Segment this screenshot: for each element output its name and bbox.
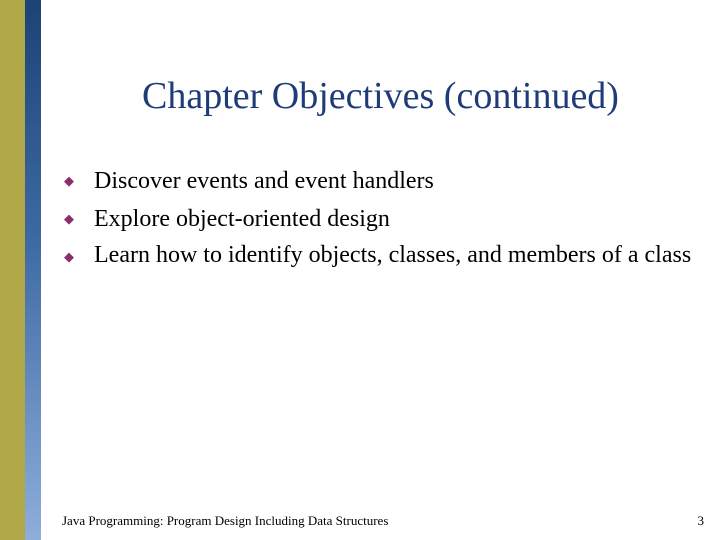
left-accent-bar-olive <box>0 0 25 540</box>
footer-text: Java Programming: Program Design Including Data Structures <box>62 513 389 528</box>
bullet-list <box>62 162 702 272</box>
bullet-item <box>62 200 702 238</box>
bullet-text: Discover events and event handlers <box>94 168 434 194</box>
bullet-item <box>62 238 702 272</box>
page-number: 3 <box>697 513 704 528</box>
left-accent-bar-blue <box>25 0 41 540</box>
diamond-bullet-icon: ◆ <box>64 249 74 264</box>
diamond-bullet-icon: ◆ <box>64 173 74 188</box>
bullet-text: Explore object-oriented design <box>94 206 390 232</box>
bullet-item <box>62 162 702 200</box>
bullet-text: Learn how to identify objects, classes, and members of a class <box>94 242 692 268</box>
diamond-bullet-icon: ◆ <box>64 211 74 226</box>
slide-title: Chapter Objectives (continued) <box>142 75 619 117</box>
